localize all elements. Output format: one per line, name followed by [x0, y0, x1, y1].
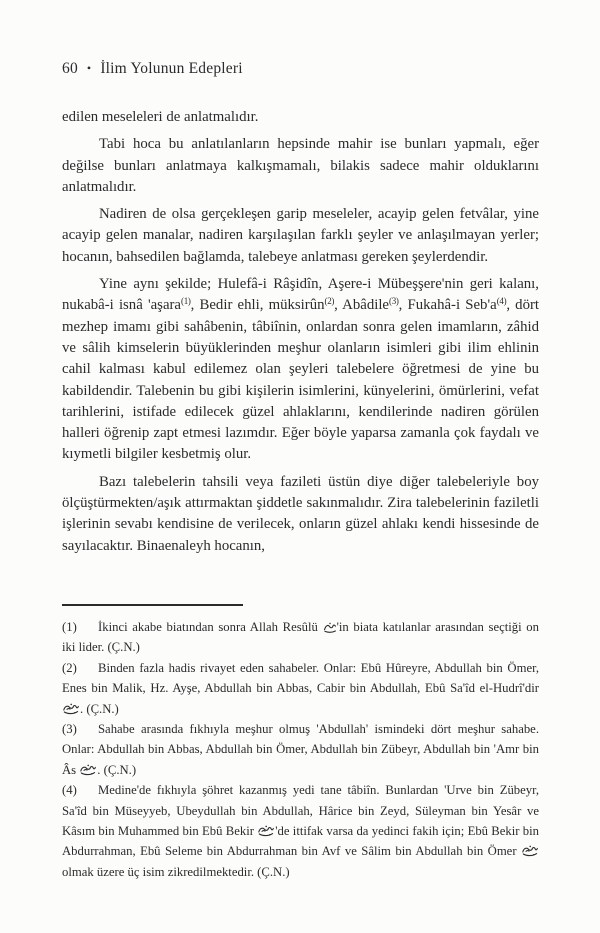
honorific-ra-icon — [79, 760, 97, 780]
body-text — [62, 107, 539, 557]
body-paragraph: Tabi hoca bu anlatılanların hepsinde mahir ise bunları yapmalı, eğer değilse bunları anlatmaya kalkışmamalı, bilakis sadece mahir olduklarını anlatmalıdır. — [62, 136, 539, 195]
body-paragraph: Bazı talebelerin tahsili veya fazileti üstün diye diğer talebeleriyle boy ölçüştürmekten/aşık attırmaktan şiddetle sakınmalıdır. Zira talebelerinin faziletli işlerinin sevabı kendisine de verilecek, onların güzel ahlakı kendi hissesinde de sayılacaktır. Binaenaleyh hocanın, — [62, 473, 539, 554]
footnotes-section — [62, 604, 539, 882]
footnote-number: (1) — [62, 620, 77, 634]
footnote-number: (3) — [62, 722, 77, 737]
body-paragraph: Yine aynı şekilde; Hulefâ-i Râşidîn, Aşere-i Mübeşşere'nin geri kalanı, nukabâ-i isnâ 'aşara$^{(1)}$, Bedir ehli, müksirûn$^{(2)}$, Abâdile$^{(3)}$, Fukahâ-i Seb'a$^{(4)}$, dört mezhep imamı gibi sahâbenin, tâbiînin, onlardan sonra gelen imamların, zâhid ve sâlih kimselerin büyüklerinden meşhur olanların isimleri gibi ilim ehlinin cahil kalması kabul edilemez olan şeyleri talebelere öğretmesi de yine bu kabildendir. Talebenin bu gibi kişilerin isimlerini, künyelerini, ömürlerini, vefat tarihlerini, istifade edilecek güzel ahlaklarını, kendilerinde nadiren görülen halleri öğrenip zapt etmesi lazımdır. Eğer böyle yaparsa zamanla çok faydalı ve kıymetli bilgiler kesbetmiş olur. — [62, 276, 539, 463]
footnote-separator-rule — [62, 604, 243, 606]
footnotes-list — [62, 617, 539, 882]
footnote-number: (4) — [62, 783, 77, 798]
body-paragraph: edilen meseleleri de anlatmalıdır. — [62, 109, 259, 125]
honorific-saw-icon — [323, 617, 337, 637]
bullet-separator-icon: • — [86, 60, 92, 75]
footnote-ref: (4) — [496, 296, 507, 307]
page-number: 60 — [62, 60, 78, 77]
footnote-ref: (2) — [324, 296, 335, 307]
honorific-ra-icon — [62, 699, 80, 719]
footnote-number: (2) — [62, 660, 77, 675]
running-head-book-title: İlim Yolunun Edepleri — [100, 60, 243, 77]
footnote-item: (3) Sahabe arasında fıkhıyla meşhur olmuş 'Abdullah' ismindeki dört meşhur sahabe. Onlar: Abdullah bin Abbas, Abdullah bin Ömer, Abdullah bin Zübeyr, Abdullah bin 'Amr bin Âs . (Ç.N.) — [62, 719, 539, 780]
footnote-item: (4) Medine'de fıkhıyla şöhret kazanmış yedi tane tâbiîn. Bunlardan 'Urve bin Zübeyr, Sa'îd bin Müseyyeb, Ubeydullah bin Abdullah, Hârice bin Zeyd, Süleyman bin Yesâr ve Kâsım bin Muhammed bin Ebû Bekir 'de ittifak varsa da yedinci fakih için; Ebû Bekir bin Abdurrahman, Ebû Seleme bin Abdurrahman bin Avf ve Sâlim bin Abdullah bin Ömer olmak üzere üç isim zikredilmektedir. (Ç.N.) — [62, 780, 539, 882]
footnote-item: (1) İkinci akabe biatından sonra Allah Resûlü 'in biata katılanlar arasından seçtiği on iki lider. (Ç.N.) — [62, 617, 539, 658]
footnote-item: (2) Binden fazla hadis rivayet eden sahabeler. Onlar: Ebû Hûreyre, Abdullah bin Ömer, Enes bin Malik, Hz. Ayşe, Abdullah bin Abbas, Cabir bin Abdullah, Ebû Sa'îd el-Hudrî'dir . (Ç.N.) — [62, 658, 539, 719]
footnote-ref: (3) — [389, 296, 399, 307]
footnote-ref: (1) — [181, 296, 191, 307]
page-header — [62, 60, 542, 78]
body-paragraph: Nadiren de olsa gerçekleşen garip meseleler, acayip gelen fetvâlar, yine acayip gelen manalar, nadiren karşılaşılan farklı şeyler ve anlaşılmayan yerler; hocanın, bahsedilen bağlamda, talebeye anlatması gereken şeylerdendir. — [62, 206, 539, 265]
honorific-ra-icon — [257, 821, 275, 841]
honorific-ra-icon — [521, 841, 539, 861]
